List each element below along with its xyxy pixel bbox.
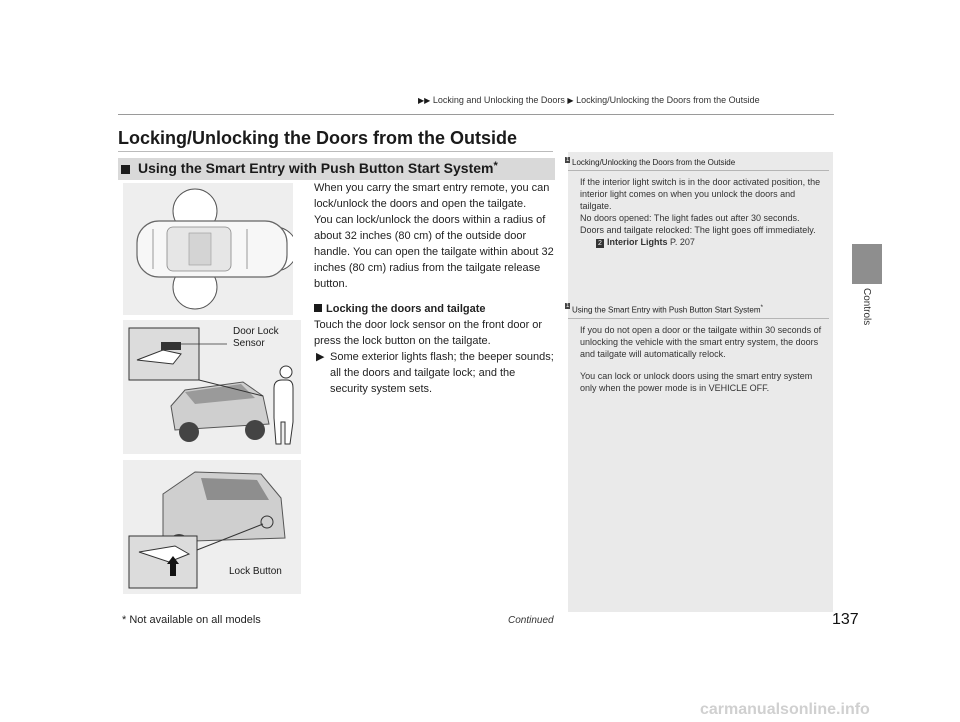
note-locking-from-outside <box>568 158 833 248</box>
xref-title: Interior Lights <box>607 237 668 247</box>
notes-panel <box>568 152 833 612</box>
chevron-right-icon: ▶ <box>316 351 325 363</box>
chevron-right-icon: ▶ <box>567 96 574 105</box>
note-title: Using the Smart Entry with Push Button Start System <box>572 305 761 315</box>
door-lock-sensor-figure <box>123 320 301 454</box>
not-available-mark: * <box>760 304 764 311</box>
note-paragraph: No doors opened: The light fades out after 30 seconds. <box>580 213 800 223</box>
locking-subhead-text: Locking the doors and tailgate <box>326 303 486 315</box>
watermark: carmanualsonline.info <box>700 701 870 718</box>
note-title: Locking/Unlocking the Doors from the Outside <box>572 158 736 167</box>
intro-paragraph: When you carry the smart entry remote, you can lock/unlock the doors and open the tailgate. <box>314 182 550 210</box>
note-ref-mark: 1 <box>566 157 570 163</box>
radius-paragraph: You can lock/unlock the doors within a radius of about 32 inches (80 cm) of the outside door handle. You can open the tailgate within about 32 inches (80 cm) radius from the tailgate release button. <box>314 214 554 290</box>
breadcrumb-part-2: Locking/Unlocking the Doors from the Outside <box>576 95 760 105</box>
chapter-tab <box>852 288 882 348</box>
vehicle-top-view-figure <box>123 183 293 315</box>
note-paragraph: You can lock or unlock doors using the smart entry system only when the power mode is in VEHICLE OFF. <box>580 370 813 393</box>
subhead-square-icon <box>314 304 322 312</box>
xref-page: P. 207 <box>670 237 695 247</box>
section-header <box>118 158 555 180</box>
continued-label: Continued <box>508 615 554 626</box>
page-number: 137 <box>832 611 859 628</box>
note-ref-mark: 1 <box>566 303 570 309</box>
lock-result <box>314 349 554 397</box>
header-rule <box>118 114 834 115</box>
lock-button-label: Lock Button <box>229 566 282 577</box>
section-title: Using the Smart Entry with Push Button Start System <box>138 160 494 176</box>
door-lock-sensor-label: Door Lock Sensor <box>233 326 279 349</box>
tailgate-lock-button-figure <box>123 460 301 594</box>
main-body <box>314 180 554 397</box>
title-rule <box>118 151 553 152</box>
breadcrumb-part-1: Locking and Unlocking the Doors <box>432 95 565 105</box>
breadcrumb <box>418 95 760 105</box>
chapter-tab-marker <box>852 244 882 284</box>
chevron-right-icon: ▶▶ <box>418 96 431 105</box>
note-paragraph: If you do not open a door or the tailgate within 30 seconds of unlocking the vehicle with the smart entry system, the doors and tailgate will automatically relock. <box>580 324 822 359</box>
footnote: * Not available on all models <box>122 614 261 626</box>
cross-reference-icon: 2 <box>596 239 604 248</box>
note-paragraph: If the interior light switch is in the door activated position, the interior light comes on when you unlock the doors and tailgate. <box>580 177 821 211</box>
lock-result-text: Some exterior lights flash; the beeper sounds; all the doors and tailgate lock; and the security system sets. <box>330 351 554 395</box>
chapter-tab-label: Controls <box>861 288 872 326</box>
locking-subhead <box>314 301 554 317</box>
note-smart-entry <box>568 304 833 394</box>
not-available-mark: * <box>493 160 498 172</box>
cross-reference-link[interactable] <box>580 236 827 248</box>
lock-instructions: Touch the door lock sensor on the front door or press the lock button on the tailgate. <box>314 319 543 347</box>
section-square-icon <box>121 165 130 174</box>
page-title: Locking/Unlocking the Doors from the Outside <box>118 128 518 148</box>
note-paragraph: Doors and tailgate relocked: The light goes off immediately. <box>580 225 816 235</box>
